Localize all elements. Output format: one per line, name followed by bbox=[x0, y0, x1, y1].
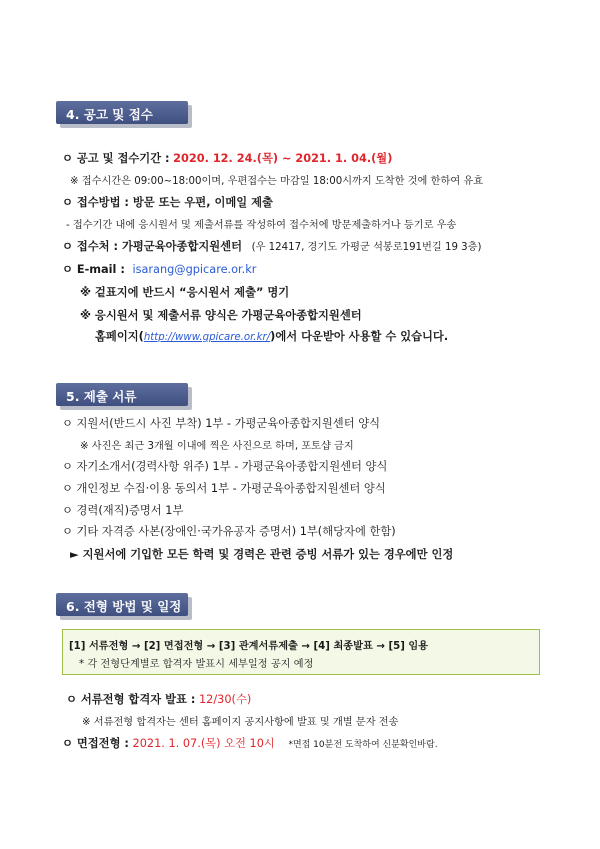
section-4-header bbox=[56, 101, 196, 128]
doc-item-privacy: ㅇ 개인정보 수집·이용 동의서 1부 - 가평군육아종합지원센터 양식 bbox=[62, 482, 386, 495]
note-cover: ※ 겉표지에 반드시 “응시원서 제출” 명기 bbox=[80, 286, 290, 299]
method-line: ㅇ 접수방법 : 방문 또는 우편, 이메일 제출 bbox=[62, 196, 273, 209]
process-note: * 각 전형단계별로 합격자 발표시 세부일정 공지 예정 bbox=[79, 659, 314, 670]
period-line: ㅇ 공고 및 접수기간 : 2020. 12. 24.(목) ~ 2021. 1. 04.(월) bbox=[62, 152, 393, 165]
section-title: 5. 제출 서류 bbox=[66, 389, 137, 404]
interview-date: 2021. 1. 07.(목) 오전 10시 bbox=[132, 737, 275, 750]
method-note: - 접수기간 내에 응시원서 및 제출서류를 작성하여 접수처에 방문제출하거나 등기로 우송 bbox=[66, 220, 457, 231]
doc-result-line: ㅇ 서류전형 합격자 발표 : 12/30(수) bbox=[66, 693, 252, 706]
place-line: ㅇ 접수처 : 가평군육아종합지원센터 (우 12417, 경기도 가평군 석봉로191번길 19 3층) bbox=[62, 240, 482, 253]
process-steps: [1] 서류전형 → [2] 면접전형 → [3] 관계서류제출 → [4] 최종발표 → [5] 임용 bbox=[69, 641, 429, 652]
doc-result-note: ※ 서류전형 합격자는 센터 홈페이지 공지사항에 발표 및 개별 문자 전송 bbox=[82, 717, 399, 728]
homepage-link[interactable]: http://www.gpicare.or.kr/ bbox=[143, 332, 271, 343]
email-link[interactable]: isarang@gpicare.or.kr bbox=[132, 263, 257, 276]
interview-note: *면접 10분전 도착하여 신분확인바람. bbox=[288, 740, 438, 750]
doc-result-date: 12/30(수) bbox=[198, 693, 252, 706]
note-forms: ※ 응시원서 및 제출서류 양식은 가평군육아종합지원센터 bbox=[80, 309, 362, 322]
section-title: 6. 전형 방법 및 일정 bbox=[66, 599, 182, 614]
doc-item-application: ㅇ 지원서(반드시 사진 부착) 1부 - 가평군육아종합지원센터 양식 bbox=[62, 417, 381, 430]
section-6-header bbox=[56, 593, 196, 620]
doc-emphasis: ► 지원서에 기입한 모든 학력 및 경력은 관련 증빙 서류가 있는 경우에만 인정 bbox=[70, 548, 454, 561]
period-value: 2020. 12. 24.(목) ~ 2021. 1. 04.(월) bbox=[173, 152, 393, 165]
email-line: ㅇ E-mail : isarang@gpicare.or.kr bbox=[62, 263, 257, 276]
period-note: ※ 접수시간은 09:00~18:00이며, 우편접수는 마감일 18:00시까지 도착한 것에 한하여 유효 bbox=[70, 176, 484, 187]
doc-item-career: ㅇ 경력(재직)증명서 1부 bbox=[62, 504, 184, 517]
section-title: 4. 공고 및 접수 bbox=[66, 107, 153, 122]
section-5-header bbox=[56, 383, 196, 410]
process-box bbox=[62, 629, 540, 675]
doc-item-photo-note: ※ 사진은 최근 3개월 이내에 찍은 사진으로 하며, 포토샵 금지 bbox=[80, 441, 354, 452]
doc-item-certificate: ㅇ 기타 자격증 사본(장애인·국가유공자 증명서) 1부(해당자에 한함) bbox=[62, 525, 396, 538]
interview-line: ㅇ 면접전형 : 2021. 1. 07.(목) 오전 10시 *면접 10분전 도착하여 신분확인바람. bbox=[62, 737, 438, 750]
doc-item-self-intro: ㅇ 자기소개서(경력사항 위주) 1부 - 가평군육아종합지원센터 양식 bbox=[62, 460, 388, 473]
note-homepage: 홈페이지(http://www.gpicare.or.kr/)에서 다운받아 사용할 수 있습니다. bbox=[95, 330, 449, 343]
